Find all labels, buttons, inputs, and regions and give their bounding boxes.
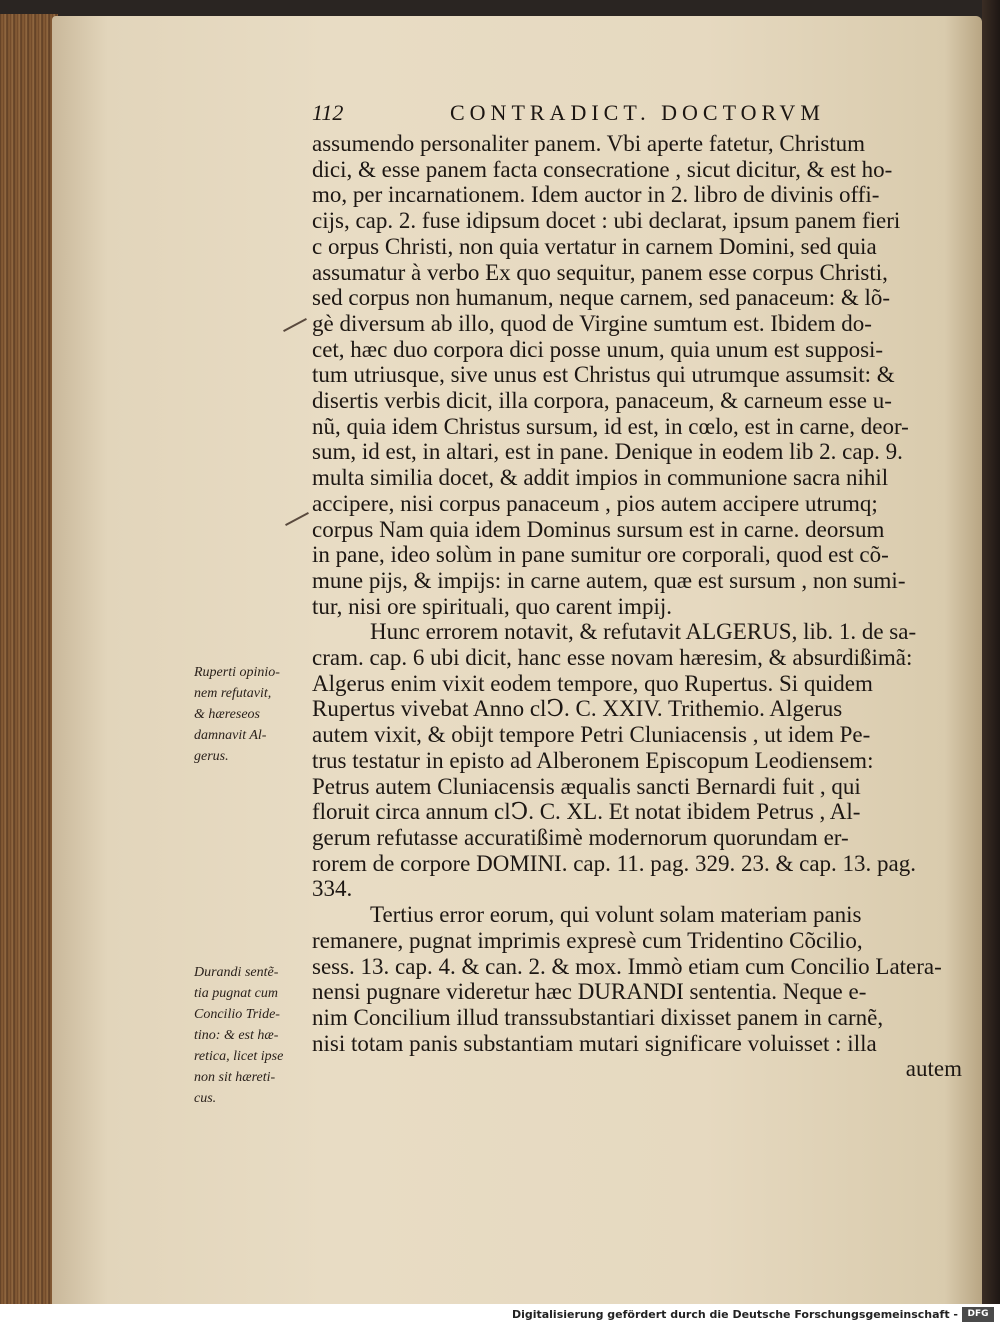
margin-note-line: damnavit Al- [194, 728, 267, 743]
funding-credit: Digitalisierung gefördert durch die Deutsche Forschungsgemeinschaft - [511, 1308, 958, 1321]
text-line: Tertius error eorum, qui volunt solam materiam panis [370, 902, 862, 928]
text-line: sess. 13. cap. 4. & can. 2. & mox. Immò etiam cum Concilio Latera- [312, 953, 942, 979]
running-header [312, 100, 952, 130]
margin-note-line: & hæreseos [194, 707, 260, 722]
running-title: CONTRADICT. DOCTORVM [450, 100, 825, 125]
text-line: nũ, quia idem Christus sursum, id est, in cœlo, est in carne, deor- [312, 413, 909, 439]
margin-note-line: non sit hæreti- [194, 1070, 276, 1085]
text-line: c orpus Christi, non quia vertatur in carnem Domini, sed quia [312, 233, 877, 259]
text-line: nisi totam panis substantiam mutari significare voluisset : illa [312, 1030, 877, 1056]
page-number: 112 [312, 100, 344, 125]
text-line: autem [905, 1056, 962, 1082]
text-line: disertis verbis dicit, illa corpora, panaceum, & carneum esse u- [312, 388, 892, 414]
margin-note-rupertus [194, 662, 312, 767]
text-line: nensi pugnare videretur hæc DURANDI sententia. Neque e- [312, 979, 867, 1005]
text-line: sum, id est, in altari, est in pane. Denique in eodem lib 2. cap. 9. [312, 439, 903, 465]
text-line: tum utriusque, sive unus est Christus qui utrumque assumsit: & [312, 362, 895, 388]
text-line: autem vixit, & obijt tempore Petri Cluniacensis , ut idem Pe- [312, 722, 871, 748]
margin-note-line: Ruperti opinio- [194, 665, 280, 680]
text-line: in pane, ideo solùm in pane sumitur ore corporali, quod est cõ- [312, 542, 889, 568]
margin-note-line: retica, licet ipse [194, 1049, 284, 1064]
text-line: assumendo personaliter panem. Vbi aperte fatetur, Christum [312, 131, 866, 156]
text-line: assumatur à verbo Ex quo sequitur, panem esse corpus Christi, [312, 259, 888, 285]
text-line: mo, per incarnationem. Idem auctor in 2. libro de divinis offi- [312, 182, 880, 208]
text-line: trus testatur in episto ad Alberonem Episcopum Leodiensem: [312, 747, 874, 773]
margin-note-line: Concilio Tride- [194, 1007, 280, 1022]
text-line: nim Concilium illud transsubstantiari dixisset panem in carnẽ, [312, 1004, 884, 1030]
margin-note-line: tia pugnat cum [194, 986, 278, 1001]
text-line: dici, & esse panem facta consecratione , sicut dicitur, & est ho- [312, 156, 893, 182]
text-line: Algerus enim vixit eodem tempore, quo Rupertus. Si quidem [312, 670, 873, 696]
text-line: Petrus autem Cluniacensis æqualis sancti Bernardi fuit , qui [312, 773, 861, 799]
text-line: tur, nisi ore spirituali, quo carent impij. [312, 593, 672, 619]
digitization-footer [0, 1304, 1000, 1326]
text-line: cijs, cap. 2. fuse idipsum docet : ubi declarat, ipsum panem fieri [312, 208, 901, 234]
margin-note-line: gerus. [194, 749, 229, 764]
book-fore-edge [0, 14, 58, 1304]
text-line: accipere, nisi corpus panaceum , pios autem accipere utrumq; [312, 490, 878, 516]
text-line: gerum refutasse accuratißimè modernorum quorundam er- [312, 824, 849, 850]
text-line: Rupertus vivebat Anno clↃ. C. XXIV. Trithemio. Algerus [312, 696, 843, 722]
text-line: cet, hæc duo corpora dici posse unum, quia unum est supposi- [312, 336, 884, 362]
main-text-block [312, 131, 962, 1082]
text-line: 334. [312, 876, 353, 902]
text-line: corpus Nam quia idem Dominus sursum est in carne. deorsum [312, 516, 885, 542]
text-line: Hunc errorem notavit, & refutavit ALGERUS, lib. 1. de sa- [370, 619, 917, 645]
margin-note-line: nem refutavit, [194, 686, 272, 701]
text-line: rorem de corpore DOMINI. cap. 11. pag. 329. 23. & cap. 13. pag. [312, 850, 916, 876]
margin-note-durandus [194, 962, 312, 1109]
text-line: cram. cap. 6 ubi dicit, hanc esse novam hæresim, & absurdißimã: [312, 645, 913, 671]
text-line: remanere, pugnat imprimis expresè cum Tridentino Cõcilio, [312, 927, 863, 953]
text-line: sed corpus non humanum, neque carnem, sed panaceum: & lõ- [312, 285, 891, 311]
text-line: floruit circa annum clↃ. C. XL. Et notat ibidem Petrus , Al- [312, 799, 861, 825]
text-line: gè diversum ab illo, quod de Virgine sumtum est. Ibidem do- [312, 310, 872, 336]
margin-note-line: cus. [194, 1091, 217, 1106]
margin-note-line: Durandi sentẽ- [194, 965, 279, 980]
text-line: multa similia docet, & addit impios in communione sacra nihil [312, 465, 889, 491]
margin-note-line: tino: & est hæ- [194, 1028, 279, 1043]
dfg-logo-icon: DFG [962, 1307, 994, 1322]
text-line: mune pijs, & impijs: in carne autem, quæ est sursum , non sumi- [312, 567, 906, 593]
scan-right-border [982, 0, 1000, 1304]
